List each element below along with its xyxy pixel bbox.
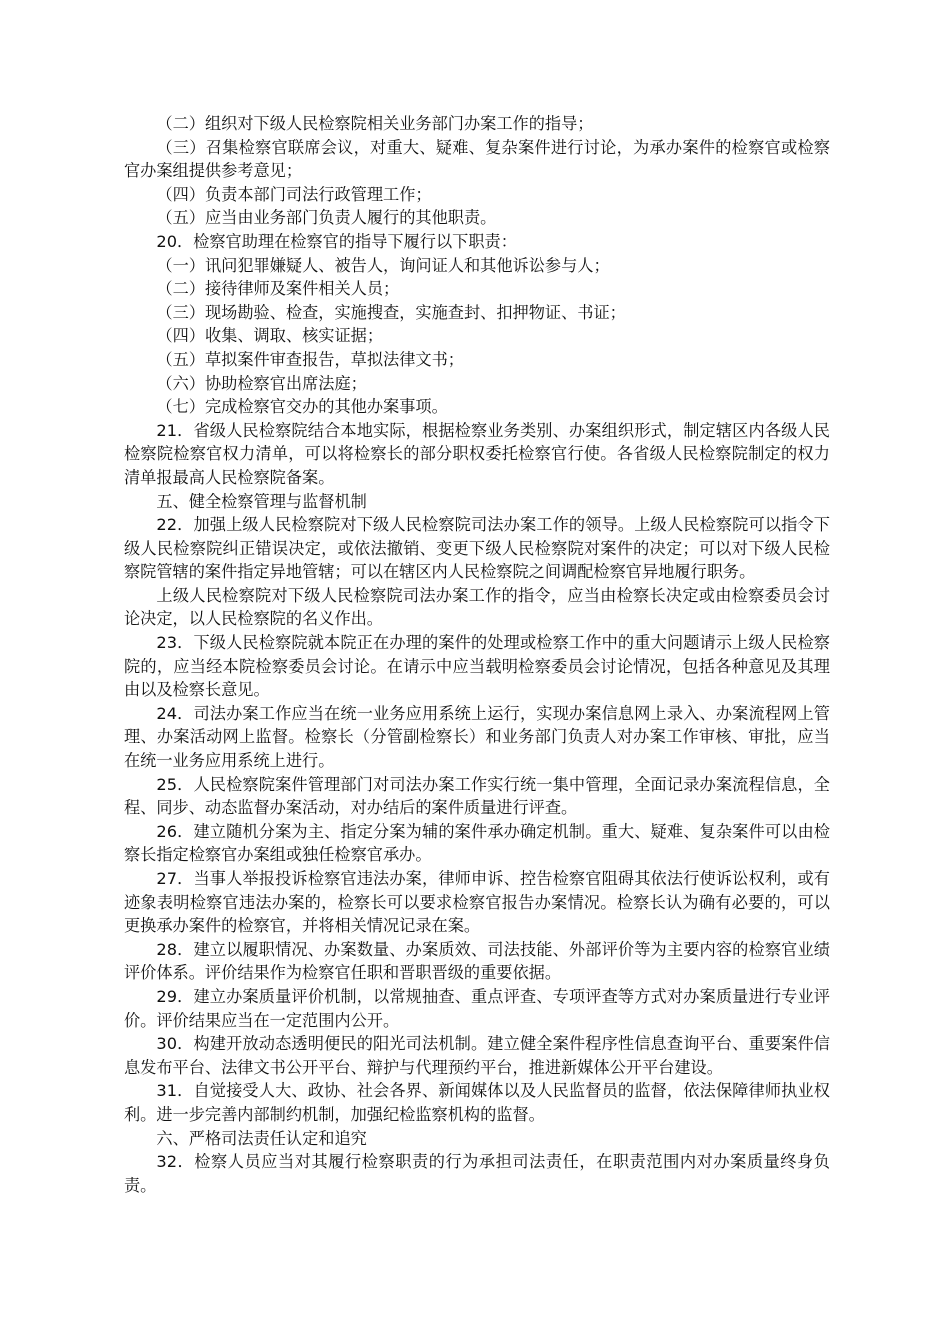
paragraph: （三）现场勘验、检查，实施搜查，实施查封、扣押物证、书证； <box>156 302 626 322</box>
paragraph: （七）完成检察官交办的其他办案事项。 <box>156 397 448 417</box>
paragraph: （一）讯问犯罪嫌疑人、被告人，询问证人和其他诉讼参与人； <box>156 255 610 275</box>
paragraph: （五）应当由业务部门负责人履行的其他职责。 <box>156 208 497 228</box>
paragraph: （四）收集、调取、核实证据； <box>156 326 384 346</box>
paragraph: （六）协助检察官出席法庭； <box>156 373 367 393</box>
section-heading: 六、严格司法责任认定和追究 <box>156 1128 367 1148</box>
paragraph: 22．加强上级人民检察院对下级人民检察院司法办案工作的领导。上级人民检察院可以指令下级人民检察院纠正错误决定，或依法撤销、变更下级人民检察院对案件的决定；可以对下级人民检察院管辖的案件指定异地管辖；可以在辖区内人民检察院之间调配检察官异地履行职务。 <box>124 515 830 582</box>
paragraph: 上级人民检察院对下级人民检察院司法办案工作的指令，应当由检察长决定或由检察委员会讨论决定，以人民检察院的名义作出。 <box>124 585 830 629</box>
paragraph: （三）召集检察官联席会议，对重大、疑难、复杂案件进行讨论，为承办案件的检察官或检察官办案组提供参考意见； <box>124 137 830 181</box>
paragraph: （四）负责本部门司法行政管理工作； <box>156 184 432 204</box>
paragraph: 24．司法办案工作应当在统一业务应用系统上运行，实现办案信息网上录入、办案流程网上管理、办案活动网上监督。检察长（分管副检察长）和业务部门负责人对办案工作审核、审批，应当在统一业务应用系统上进行。 <box>124 703 830 771</box>
paragraph: 26．建立随机分案为主、指定分案为辅的案件承办确定机制。重大、疑难、复杂案件可以由检察长指定检察官办案组或独任检察官承办。 <box>124 821 830 865</box>
paragraph: （二）接待律师及案件相关人员； <box>156 279 400 299</box>
paragraph: （二）组织对下级人民检察院相关业务部门办案工作的指导； <box>156 114 594 133</box>
paragraph: 29．建立办案质量评价机制，以常规抽查、重点评查、专项评查等方式对办案质量进行专业评价。评价结果应当在一定范围内公开。 <box>124 986 830 1030</box>
paragraph: 32．检察人员应当对其履行检察职责的行为承担司法责任，在职责范围内对办案质量终身负责。 <box>124 1152 830 1195</box>
paragraph: （五）草拟案件审查报告，草拟法律文书； <box>156 349 464 369</box>
paragraph: 30．构建开放动态透明便民的阳光司法机制。建立健全案件程序性信息查询平台、重要案件信息发布平台、法律文书公开平台、辩护与代理预约平台，推进新媒体公开平台建设。 <box>124 1034 830 1077</box>
paragraph: 23．下级人民检察院就本院正在办理的案件的处理或检察工作中的重大问题请示上级人民检察院的，应当经本院检察委员会讨论。在请示中应当载明检察委员会讨论情况，包括各种意见及其理由以及检察长意见。 <box>124 633 830 700</box>
paragraph: 31．自觉接受人大、政协、社会各界、新闻媒体以及人民监督员的监督，依法保障律师执业权利。进一步完善内部制约机制，加强纪检监察机构的监督。 <box>124 1081 830 1124</box>
paragraph: 21．省级人民检察院结合本地实际，根据检察业务类别、办案组织形式，制定辖区内各级人民检察院检察官权力清单，可以将检察长的部分职权委托检察官行使。各省级人民检察院制定的权力清单报最高人民检察院备案。 <box>124 420 830 487</box>
paragraph: 20．检察官助理在检察官的指导下履行以下职责： <box>156 231 517 251</box>
section-heading: 五、健全检察管理与监督机制 <box>156 491 367 511</box>
paragraph: 27．当事人举报投诉检察官违法办案，律师申诉、控告检察官阻碍其依法行使诉讼权利，或有迹象表明检察官违法办案的，检察长可以要求检察官报告办案情况。检察长认为确有必要的，可以更换承办案件的检察官，并将相关情况记录在案。 <box>124 869 830 936</box>
paragraph: 28．建立以履职情况、办案数量、办案质效、司法技能、外部评价等为主要内容的检察官业绩评价体系。评价结果作为检察官任职和晋职晋级的重要依据。 <box>124 939 830 983</box>
paragraph: 25．人民检察院案件管理部门对司法办案工作实行统一集中管理，全面记录办案流程信息，全程、同步、动态监督办案活动，对办结后的案件质量进行评查。 <box>124 774 830 818</box>
